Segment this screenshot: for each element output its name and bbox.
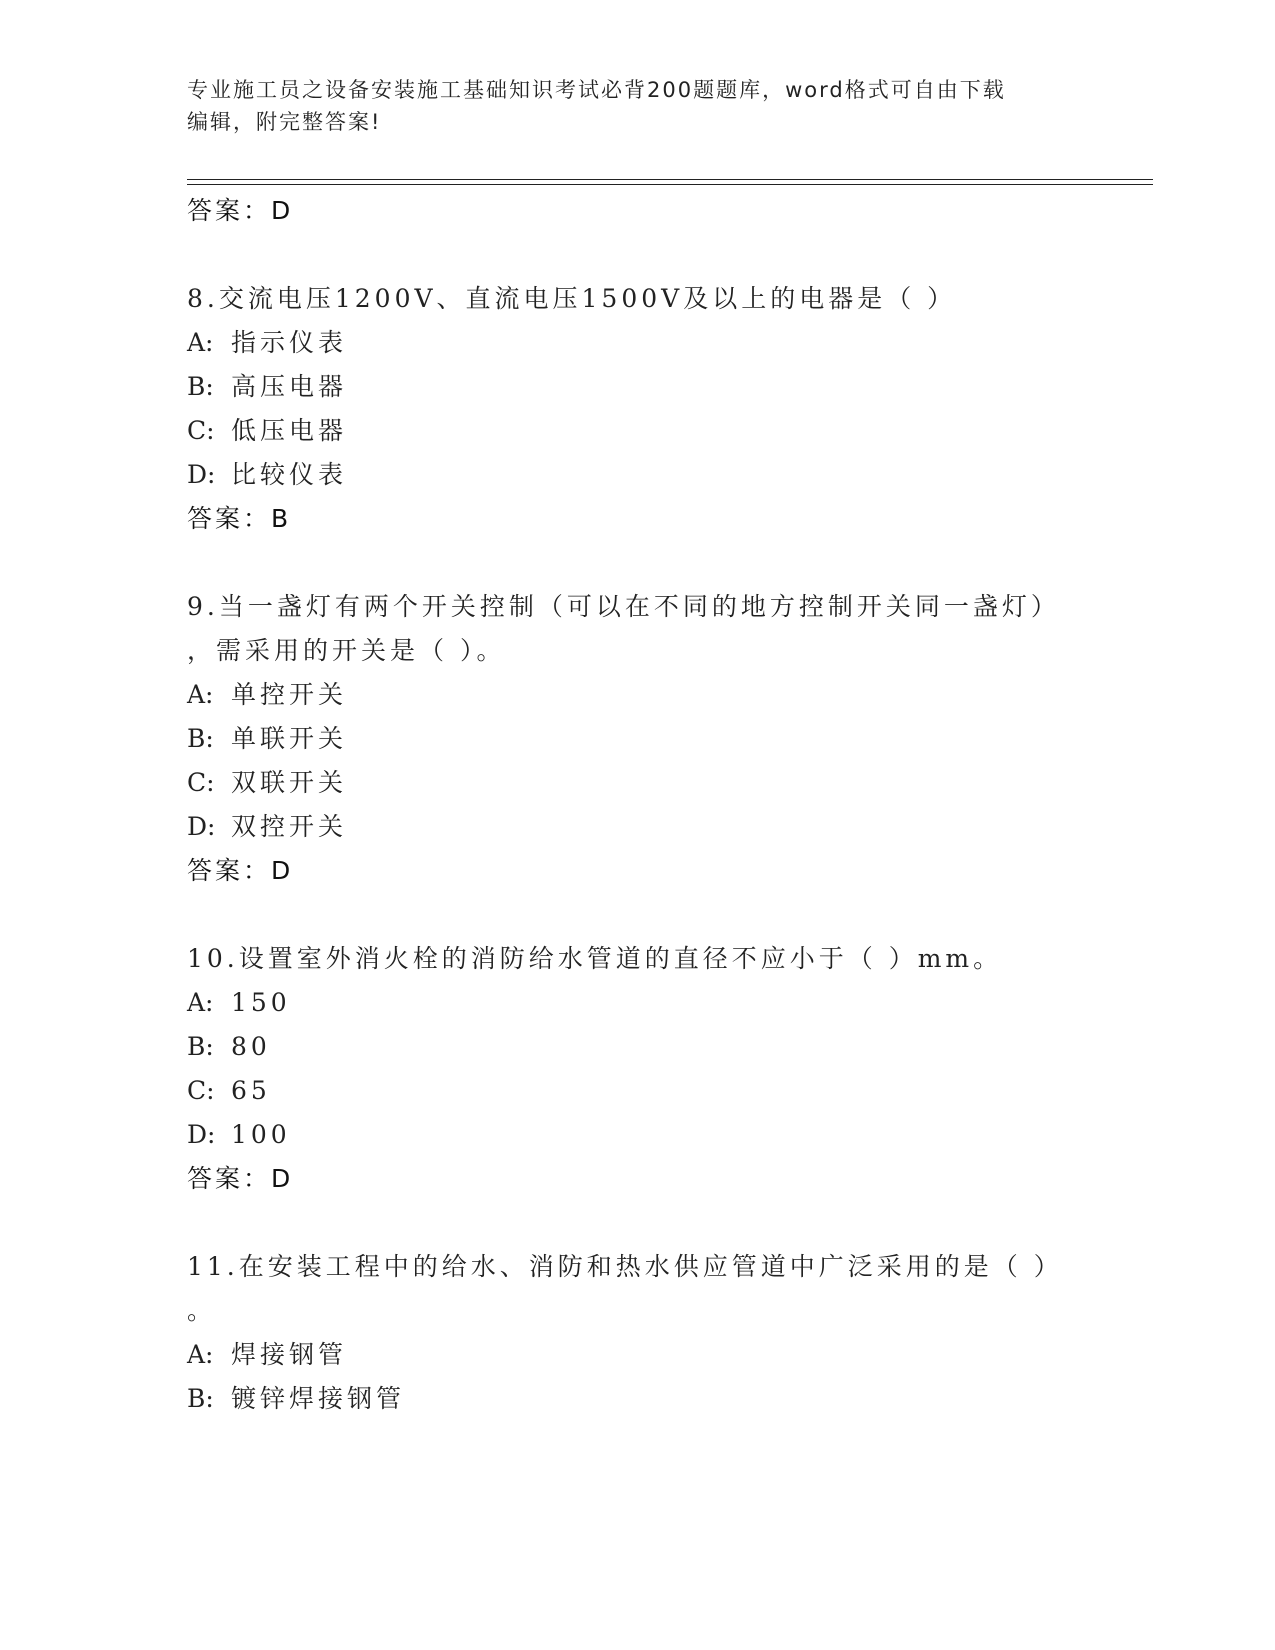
answer-7: 答案：D [187, 196, 294, 225]
question-8-text: 8.交流电压1200V、直流电压1500V及以上的电器是（ ） [187, 284, 957, 313]
answer-10: 答案：D [187, 1164, 294, 1193]
answer-8: 答案：B [187, 504, 292, 533]
option-key: A: [187, 988, 214, 1017]
answer-9: 答案：D [187, 856, 294, 885]
option-key: A: [187, 1340, 214, 1369]
option-text: 80 [231, 1032, 271, 1061]
option-key: D: [187, 812, 216, 841]
option-key: C: [187, 768, 215, 797]
question-11-text-line2: 。 [187, 1296, 217, 1325]
option-key: D: [187, 460, 216, 489]
question-9-text-line2: ，需采用的开关是（ ）。 [187, 636, 506, 665]
question-11-text-line1: 11.在安装工程中的给水、消防和热水供应管道中广泛采用的是（ ） [187, 1252, 1063, 1281]
question-11-option-a [187, 1339, 347, 1371]
header-title-line2: 编辑，附完整答案! [187, 110, 382, 134]
question-9-option-b [187, 723, 347, 755]
option-text: 双联开关 [231, 768, 348, 797]
option-key: A: [187, 680, 214, 709]
question-10-option-b [187, 1031, 271, 1063]
document-header [187, 74, 1087, 138]
option-text: 比较仪表 [231, 460, 348, 489]
option-key: C: [187, 416, 215, 445]
option-text: 150 [231, 988, 291, 1017]
option-text: 双控开关 [231, 812, 348, 841]
option-text: 65 [231, 1076, 271, 1105]
option-text: 单控开关 [231, 680, 348, 709]
question-8-option-c [187, 415, 347, 447]
header-rule-bottom [187, 184, 1153, 185]
option-text: 100 [231, 1120, 291, 1149]
option-text: 高压电器 [231, 372, 348, 401]
header-rule-top [187, 179, 1153, 180]
option-key: D: [187, 1120, 216, 1149]
option-text: 低压电器 [231, 416, 348, 445]
option-text: 镀锌焊接钢管 [231, 1384, 406, 1413]
option-text: 指示仪表 [231, 328, 348, 357]
question-10-text: 10.设置室外消火栓的消防给水管道的直径不应小于（ ）mm。 [187, 944, 1003, 973]
question-9-text-line1: 9.当一盏灯有两个开关控制（可以在不同的地方控制开关同一盏灯） [187, 592, 1060, 621]
option-key: C: [187, 1076, 215, 1105]
option-text: 单联开关 [231, 724, 348, 753]
question-9-option-c [187, 767, 347, 799]
question-8-option-b [187, 371, 347, 403]
question-11-option-b [187, 1383, 405, 1415]
question-10-option-c [187, 1075, 271, 1107]
option-key: B: [187, 1384, 214, 1413]
question-10-option-a [187, 987, 291, 1019]
option-key: B: [187, 372, 214, 401]
option-text: 焊接钢管 [231, 1340, 348, 1369]
option-key: B: [187, 1032, 214, 1061]
question-9-option-a [187, 679, 347, 711]
header-title-line1: 专业施工员之设备安装施工基础知识考试必背200题题库，word格式可自由下载 [187, 78, 1006, 102]
option-key: B: [187, 724, 214, 753]
question-10-option-d [187, 1119, 291, 1151]
question-8-option-d [187, 459, 347, 491]
option-key: A: [187, 328, 214, 357]
question-8-option-a [187, 327, 347, 359]
question-9-option-d [187, 811, 347, 843]
